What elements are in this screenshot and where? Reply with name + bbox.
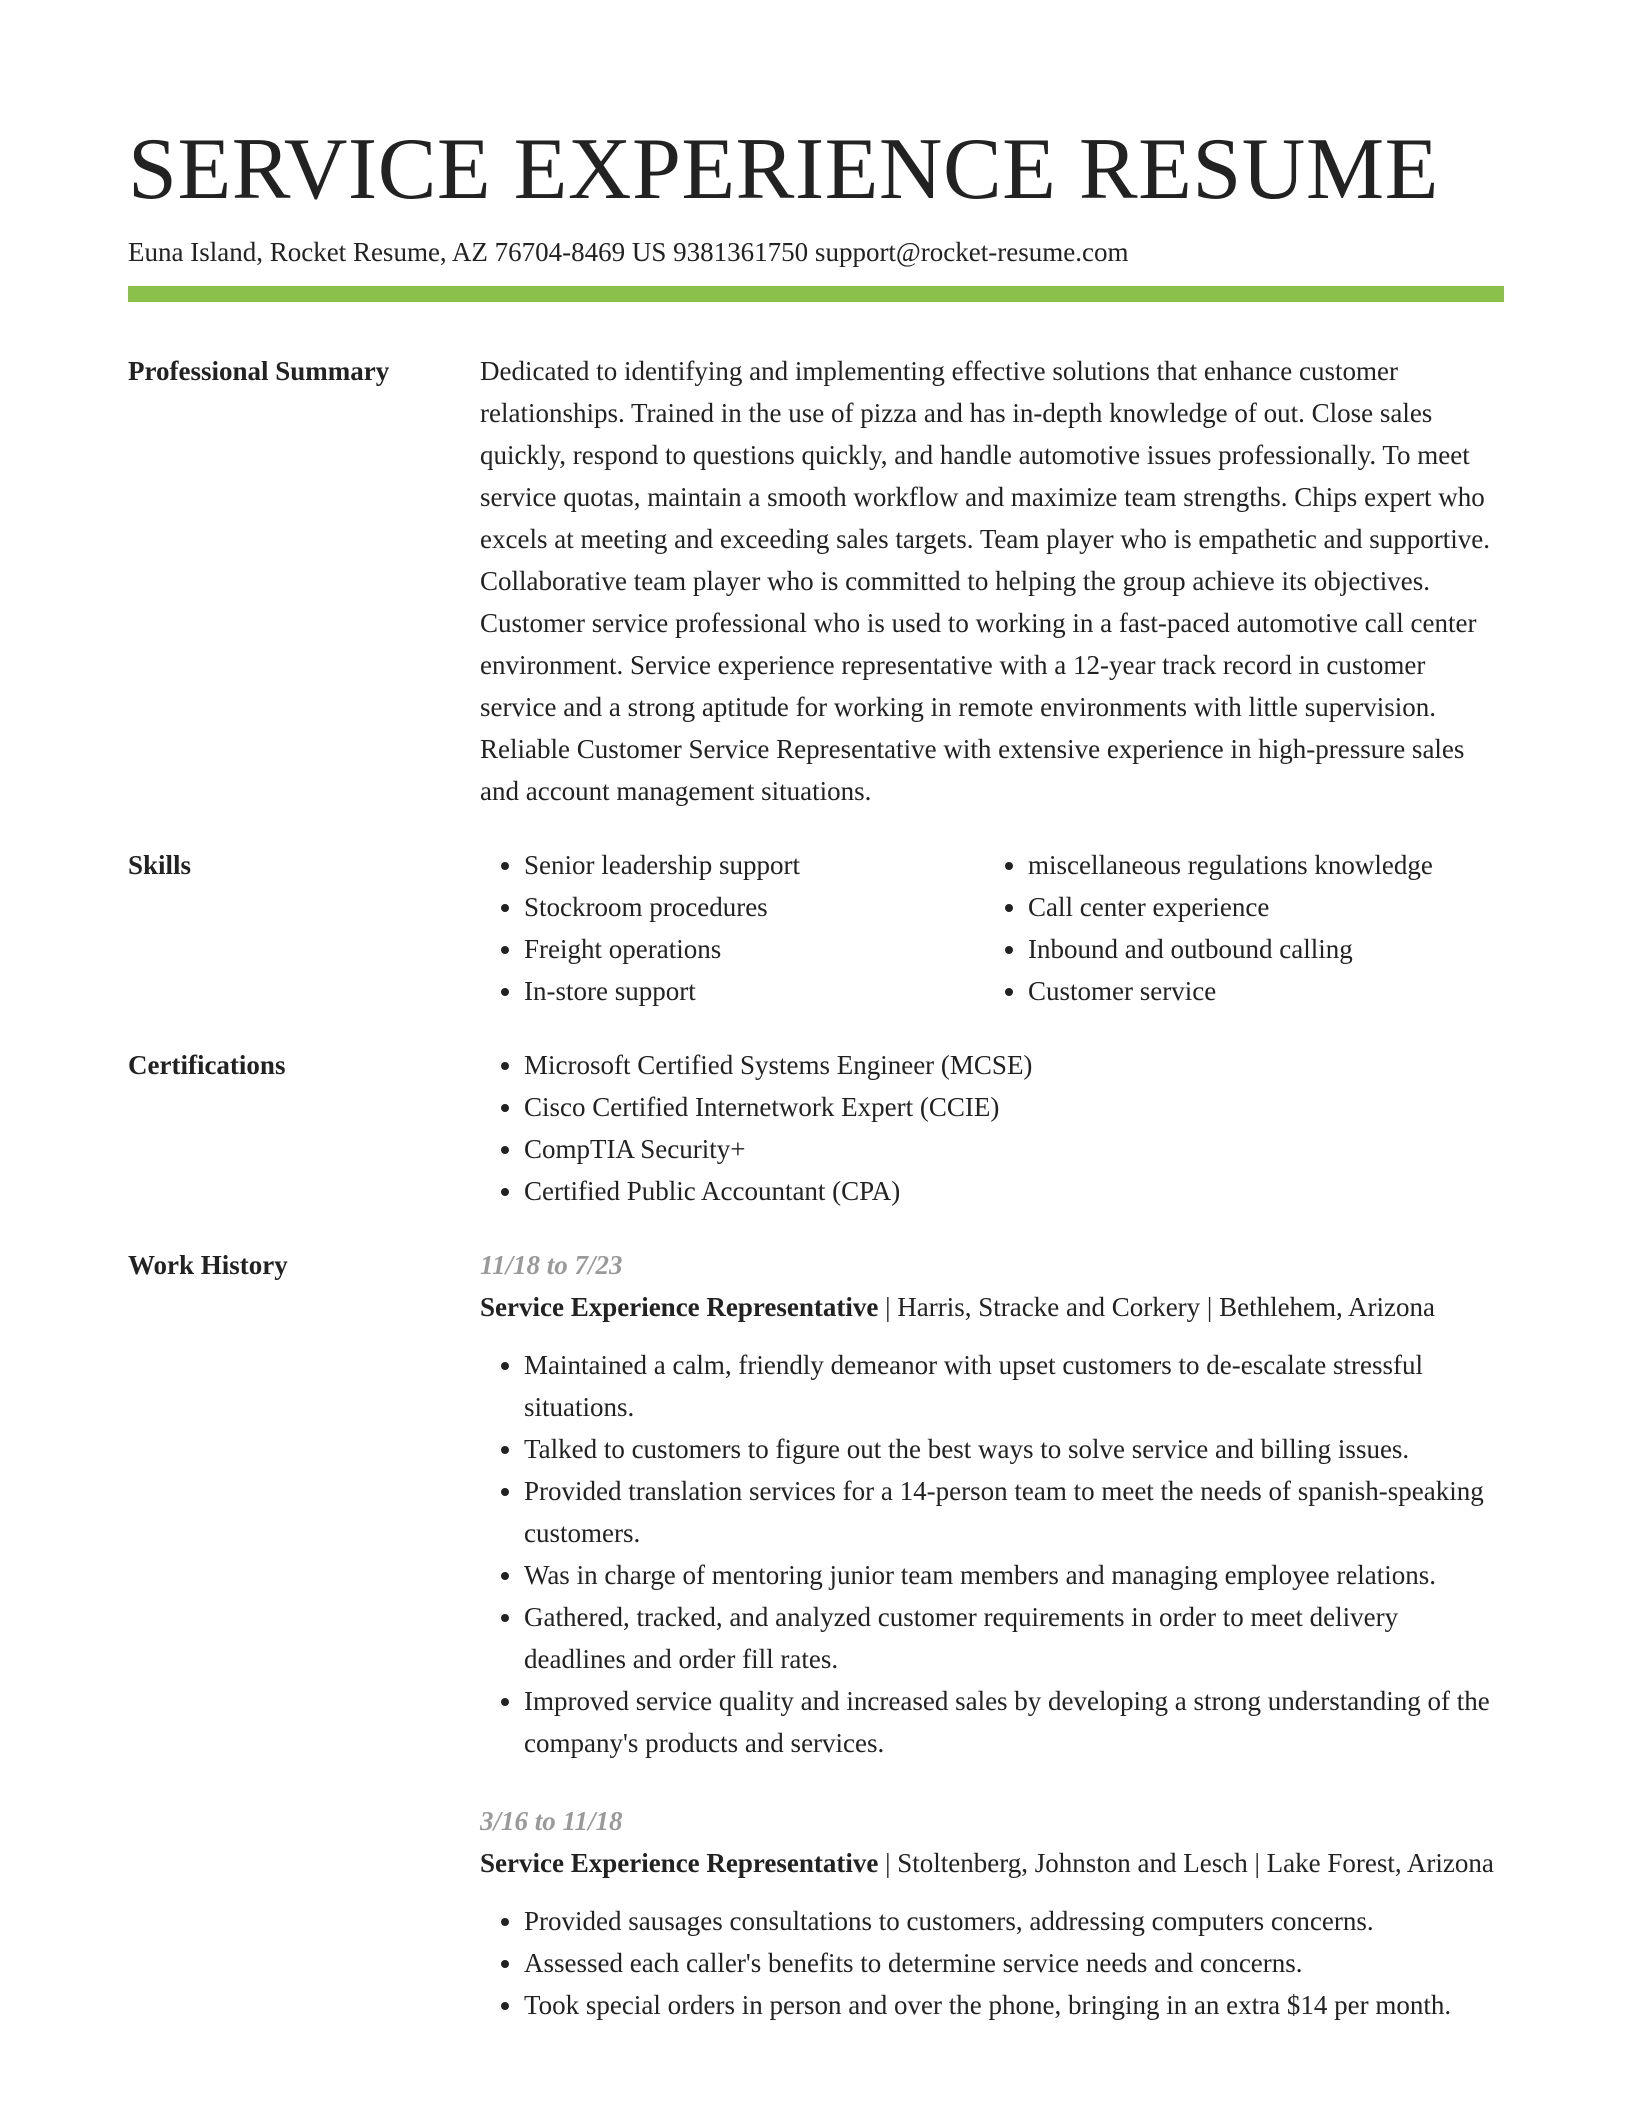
skills-column-left [480, 844, 984, 1012]
job-bullet: • Provided sausages consultations to customers, addressing computers concerns. [524, 1900, 1504, 1942]
certification-item: • CompTIA Security+ [524, 1128, 1504, 1170]
job-bullet: • Improved service quality and increased sales by developing a strong understanding of the company's products and services. [524, 1680, 1504, 1764]
summary-text: Dedicated to identifying and implementing effective solutions that enhance customer relationships. Trained in the use of pizza and has in-depth knowledge of out. Close sales quickly, respond to questions quickly, and handle automotive issues professionally. To meet service quotas, maintain a smooth workflow and maximize team strengths. Chips expert who excels at meeting and exceeding sales targets. Team player who is empathetic and supportive. Collaborative team player who is committed to helping the group achieve its objectives. Customer service professional who is used to working in a fast-paced automotive call center environment. Service experience representative with a 12-year track record in customer service and a strong aptitude for working in remote environments with little supervision. Reliable Customer Service Representative with extensive experience in high-pressure sales and account management situations. [480, 356, 1491, 806]
work-history-section [128, 1244, 1504, 2026]
job-dates: 11/18 to 7/23 [480, 1250, 623, 1280]
contact-line: Euna Island, Rocket Resume, AZ 76704-8469 US 9381361750 support@rocket-resume.com [128, 237, 1129, 267]
section-label-summary: Professional Summary [128, 356, 390, 386]
job-employer-location: | Stoltenberg, Johnston and Lesch | Lake Forest, Arizona [878, 1848, 1494, 1878]
certifications-list-wrap [480, 1044, 1504, 1212]
job-employer-location: | Harris, Stracke and Corkery | Bethlehem, Arizona [878, 1292, 1436, 1322]
job-bullet: • Assessed each caller's benefits to determine service needs and concerns. [524, 1942, 1504, 1984]
skill-item: • Stockroom procedures [524, 886, 984, 928]
skill-item: • Call center experience [1028, 886, 1488, 928]
job-heading [480, 1842, 1504, 1884]
job-title: Service Experience Representative [480, 1292, 879, 1322]
job-bullet: • Provided translation services for a 14-person team to meet the needs of spanish-speaking customers. [524, 1470, 1504, 1554]
skill-item: • Freight operations [524, 928, 984, 970]
certification-item: • Microsoft Certified Systems Engineer (MCSE) [524, 1044, 1504, 1086]
skill-item: • Senior leadership support [524, 844, 984, 886]
job-title: Service Experience Representative [480, 1848, 879, 1878]
job-bullet: • Maintained a calm, friendly demeanor with upset customers to de-escalate stressful situations. [524, 1344, 1504, 1428]
job-entry [480, 1244, 1504, 1764]
job-bullet: • Talked to customers to figure out the best ways to solve service and billing issues. [524, 1428, 1504, 1470]
job-bullet: • Took special orders in person and over the phone, bringing in an extra $14 per month. [524, 1984, 1504, 2026]
certification-item: • Cisco Certified Internetwork Expert (CCIE) [524, 1086, 1504, 1128]
certifications-section [128, 1044, 1504, 1212]
job-entry [480, 1800, 1504, 2026]
skill-item: • miscellaneous regulations knowledge [1028, 844, 1488, 886]
resume-title: SERVICE EXPERIENCE RESUME [128, 121, 1439, 218]
skills-grid [480, 844, 1504, 1012]
section-label-work-history: Work History [128, 1250, 288, 1280]
skills-column-right [984, 844, 1488, 1012]
job-bullet: • Gathered, tracked, and analyzed customer requirements in order to meet delivery deadlines and order fill rates. [524, 1596, 1504, 1680]
certification-item: • Certified Public Accountant (CPA) [524, 1170, 1504, 1212]
certifications-list [480, 1044, 1504, 1212]
job-bullet: • Was in charge of mentoring junior team members and managing employee relations. [524, 1554, 1504, 1596]
work-history-body [480, 1244, 1504, 2026]
section-label-skills: Skills [128, 850, 192, 880]
skill-item: • In-store support [524, 970, 984, 1012]
skills-section [128, 844, 1504, 1012]
skill-item: • Inbound and outbound calling [1028, 928, 1488, 970]
accent-divider [128, 286, 1504, 302]
job-dates: 3/16 to 11/18 [480, 1806, 623, 1836]
professional-summary-section [128, 350, 1504, 812]
job-heading [480, 1286, 1504, 1328]
section-label-certifications: Certifications [128, 1050, 286, 1080]
job-bullets [480, 1900, 1504, 2026]
skill-item: • Customer service [1028, 970, 1488, 1012]
job-bullets [480, 1344, 1504, 1764]
